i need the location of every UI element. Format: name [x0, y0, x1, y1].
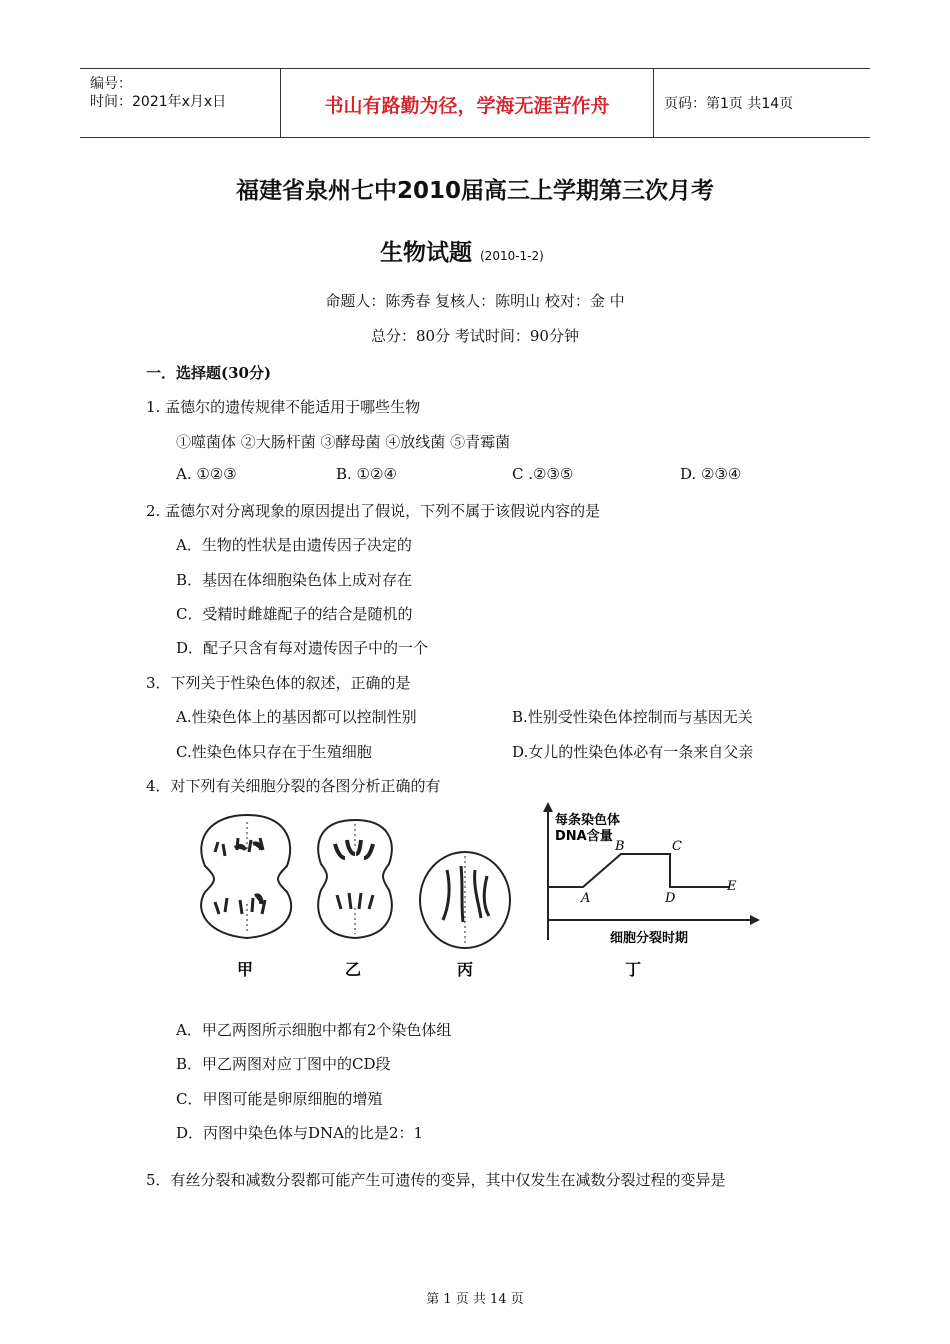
header-cell-page [654, 69, 870, 137]
header-cell-info [80, 69, 281, 137]
q1-items: ①噬菌体 ②大肠杆菌 ③酵母菌 ④放线菌 ⑤青霉菌 [176, 433, 511, 451]
q3-option-d: D.女儿的性染色体必有一条来自父亲 [512, 743, 754, 761]
time-label: 时间：2021年x月x日 [90, 94, 227, 110]
exam-date: (2010-1-2) [480, 249, 544, 263]
q3-option-c: C.性染色体只存在于生殖细胞 [176, 743, 372, 761]
fig-label-ding: 丁 [625, 960, 642, 979]
q4-option-a: A．甲乙两图所示细胞中都有2个染色体组 [176, 1021, 452, 1039]
page-footer: 第 1 页 共 14 页 [426, 1292, 524, 1307]
section-heading: 一．选择题(30分) [146, 364, 272, 382]
q1-option-a: A. ①②③ [176, 465, 237, 483]
cell-bing [420, 852, 510, 948]
header-cell-motto [281, 69, 654, 137]
graph-point-a: A [581, 891, 591, 906]
graph-point-e: E [727, 879, 737, 894]
header-table [80, 68, 870, 138]
authors-line: 命题人：陈秀春 复核人：陈明山 校对：金 中 [325, 292, 625, 310]
q3-stem: 3．下列关于性染色体的叙述，正确的是 [146, 674, 411, 692]
cell-yi [318, 820, 392, 938]
graph-point-c: C [672, 839, 682, 854]
subtitle [380, 234, 544, 267]
page-title: 福建省泉州七中2010届高三上学期第三次月考 [235, 178, 714, 204]
q1-option-b: B. ①②④ [336, 465, 397, 483]
motto: 书山有路勤为径，学海无涯苦作舟 [324, 95, 610, 117]
q2-stem: 2. 孟德尔对分离现象的原因提出了假说，下列不属于该假说内容的是 [146, 502, 601, 520]
graph-ylabel-1: 每条染色体 [555, 813, 621, 828]
cell-division-figure [185, 800, 775, 985]
q2-option-b: B．基因在体细胞染色体上成对存在 [176, 571, 413, 589]
q4-stem: 4．对下列有关细胞分裂的各图分析正确的有 [146, 777, 441, 795]
q4-option-c: C．甲图可能是卵原细胞的增殖 [176, 1090, 383, 1108]
q1-stem: 1. 孟德尔的遗传规律不能适用于哪些生物 [146, 398, 421, 416]
q4-option-d: D．丙图中染色体与DNA的比是2：1 [176, 1124, 424, 1142]
q2-option-d: D．配子只含有每对遗传因子中的一个 [176, 639, 429, 657]
graph-xlabel: 细胞分裂时期 [610, 931, 689, 946]
graph-point-d: D [665, 891, 676, 906]
q1-option-c: C .②③⑤ [512, 465, 574, 483]
serial-label: 编号： [90, 76, 132, 92]
page-info: 页码：第1页 共14页 [664, 96, 794, 112]
q3-option-a: A.性染色体上的基因都可以控制性别 [176, 708, 417, 726]
fig-label-jia: 甲 [237, 960, 254, 979]
q5-stem: 5．有丝分裂和减数分裂都可能产生可遗传的变异，其中仅发生在减数分裂过程的变异是 [146, 1171, 726, 1189]
q2-option-a: A．生物的性状是由遗传因子决定的 [176, 536, 412, 554]
fig-label-bing: 丙 [457, 960, 474, 979]
cell-jia [201, 815, 291, 938]
q3-option-b: B.性别受性染色体控制而与基因无关 [512, 708, 753, 726]
graph-y-arrow [543, 802, 553, 812]
subtitle-text: 生物试题 [380, 240, 472, 266]
fig-label-yi: 乙 [345, 960, 362, 979]
graph-ylabel-2: DNA含量 [555, 829, 613, 844]
graph-point-b: B [615, 839, 625, 854]
graph-curve [548, 854, 730, 887]
graph-x-arrow [750, 915, 760, 925]
q2-option-c: C．受精时雌雄配子的结合是随机的 [176, 605, 413, 623]
q1-option-d: D. ②③④ [680, 465, 742, 483]
score-time-line: 总分：80分 考试时间：90分钟 [371, 327, 579, 345]
q4-option-b: B．甲乙两图对应丁图中的CD段 [176, 1055, 391, 1073]
graph-ding [543, 802, 760, 946]
